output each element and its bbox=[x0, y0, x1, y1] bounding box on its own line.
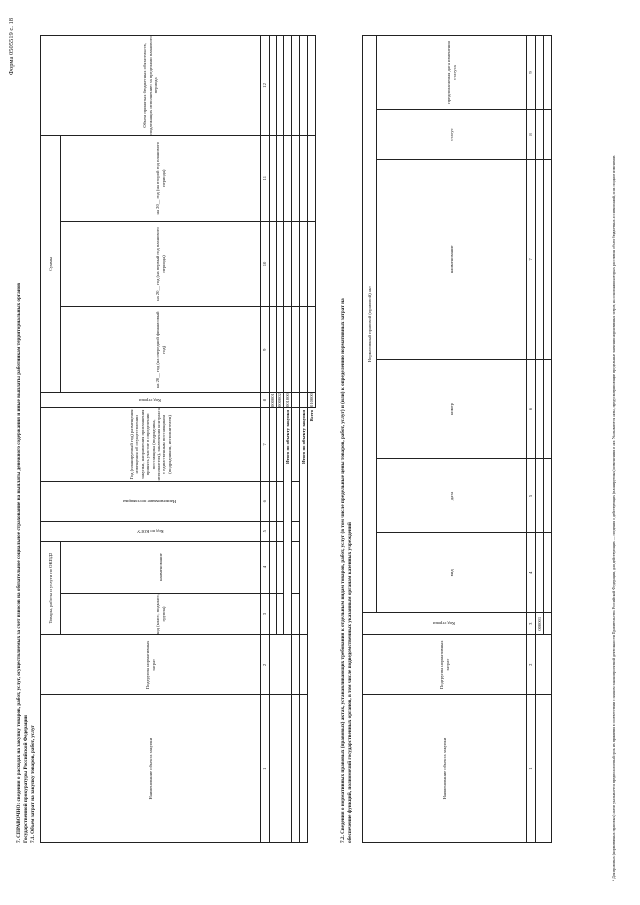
form-number: Форма 0505519 с. 18 bbox=[8, 18, 15, 76]
th-type: вид bbox=[377, 533, 527, 613]
total-object-row: Итого по объекту закупки 001000 bbox=[284, 36, 292, 843]
th-line-code: Код строки bbox=[138, 397, 161, 403]
total-row: Всего 010000 bbox=[308, 36, 316, 843]
th-sum3: на 20__ год (на второй год планового периода) bbox=[61, 135, 261, 221]
th-number: номер bbox=[377, 359, 527, 459]
column-numbers-row: 1 2 3 4 5 6 7 8 9 10 11 12 bbox=[261, 36, 270, 843]
th-object: Наименование объекта закупки bbox=[41, 695, 261, 843]
th-line-code: Код строки bbox=[432, 621, 455, 627]
total-object-row-2: Итого по объекту закупки bbox=[300, 36, 308, 843]
acts-table bbox=[362, 35, 552, 843]
table-row bbox=[292, 36, 300, 843]
th-name: наименование bbox=[377, 159, 527, 359]
costs-table bbox=[40, 35, 316, 843]
section72-title: 7.2. Сведения о нормативных правовых (правовых) актах, устанавливающих требования к отдельным видам товаров, работ, услуг (в том числе предельные цены товаров, работ, услуг) и (или) к определению нормативных затрат на bbox=[340, 298, 346, 843]
th-name: наименование bbox=[61, 541, 261, 593]
th-approach: Подгруппа нормативных затрат bbox=[363, 635, 527, 695]
table-row: 000001 bbox=[536, 36, 544, 843]
th-sum1: на 20__ год (на очередной финансовый год) bbox=[61, 307, 261, 393]
table-row: 000001 bbox=[270, 36, 277, 843]
th-sums: Суммы bbox=[41, 135, 61, 392]
section71-title: 7.1. Объем затрат на закупку товаров, работ, услуг bbox=[30, 725, 36, 843]
th-approach: Подгруппа нормативных затрат bbox=[41, 635, 261, 695]
th-date-status: предполагаемая дата изменения статуса bbox=[377, 36, 527, 110]
th-status: статус bbox=[377, 109, 527, 159]
section7-subtitle: Государственной прокуратуры Российской Федерации bbox=[23, 715, 29, 843]
th-year: Год (планируемый год) размещения извещения об осуществлении закупки, направления приглашения принять участие в определении поставщика (подрядчика, исполнителя), заключения контракта с единственным поставщиком (подрядчиком, исполнителем) bbox=[41, 407, 261, 481]
section7-title: 7. СПРАВОЧНО: сведения о расходах на закупку товаров, работ, услуг, осуществляемых за счет взносов на обязательное социальное страхование на выплаты денежного содержания и иные выплаты работникам территориальных органов bbox=[16, 282, 22, 843]
th-goods-group: Товары, работы и услуги по ОКПД2 bbox=[41, 541, 61, 635]
footnote: ¹ Для правовых (нормативных правовых) актов указывается предполагаемый срок их принятия в соответствии с планом законопроектной деятельности Правительства Российской Федерации, для действующих — сведения о действующих (планируемых) изменениях в акт. Указываются акты, предусматривающие предельные значения нормативных затрат, на основании которых рассчитан объем бюджетных ассигнований, и их сводное изменение. bbox=[612, 154, 616, 881]
th-sum2: на 20__ год (на первый год планового периода) bbox=[61, 221, 261, 307]
th-obligations: Объем принятых бюджетных обязательств, подлежащих исполнению за пределами планового периода bbox=[41, 36, 261, 136]
th-supplier: Наименование поставщика bbox=[123, 498, 177, 504]
th-act: Нормативный правовой (правовой) акт bbox=[363, 36, 377, 613]
table-row: 000002 bbox=[277, 36, 284, 843]
th-object: Наименование объекта закупки bbox=[363, 695, 527, 843]
section72-subtitle: обеспечение функций, полномочий государственных органов, в том числе подведомственных указанным органам казенных учреждений bbox=[347, 522, 353, 843]
th-date: дата bbox=[377, 459, 527, 533]
column-numbers-row: 1 2 3 4 5 6 7 8 9 bbox=[527, 36, 536, 843]
th-okogu: Код по КОГУ bbox=[136, 528, 164, 534]
th-code: код (класс, подкласс, группа) bbox=[61, 593, 261, 635]
